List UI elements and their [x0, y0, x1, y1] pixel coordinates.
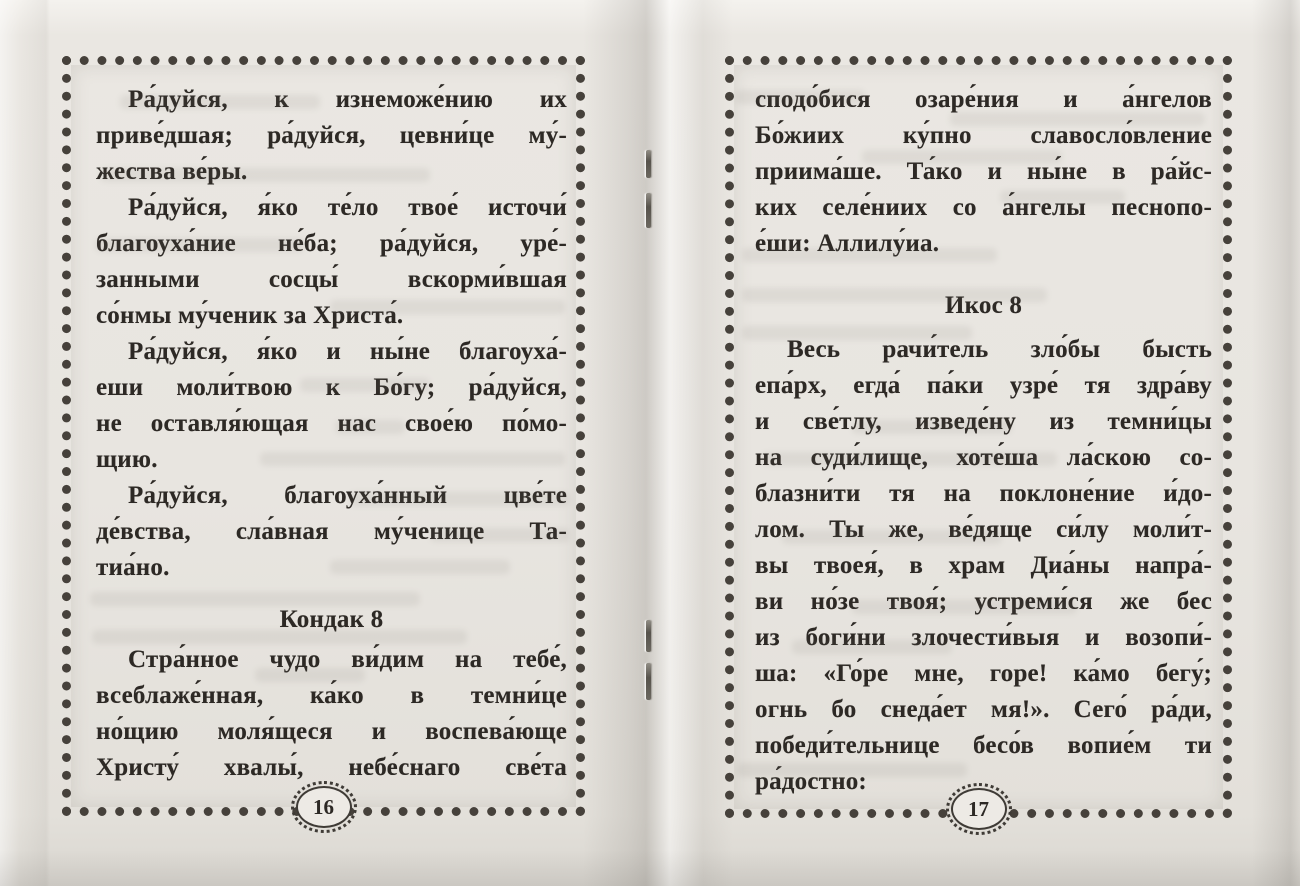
scan-bottom-edge-shading: [0, 850, 1300, 886]
scan-right-edge-shading: [1252, 0, 1300, 886]
bleedthrough-smudge: [330, 300, 565, 314]
text-line: Бо́жиих ку́пно славосло́вление: [755, 122, 1212, 149]
scan-left-edge-shading: [0, 0, 50, 886]
right-page: [725, 56, 1232, 821]
text-line: Ра́дуйся, благоуха́нный цве́те: [128, 482, 567, 509]
bleedthrough-smudge: [430, 528, 570, 542]
text-line: огнь бо снеда́ет мя!». Сего́ ра́ди,: [755, 696, 1212, 723]
bleedthrough-smudge: [90, 592, 420, 606]
text-line: не оставля́ющая нас свое́ю по́мо-: [96, 410, 567, 437]
text-line: но́щию моля́щеся и воспева́юще: [96, 718, 567, 745]
text-line: лом. Ты же, ве́дяще си́лу моли́т-: [755, 516, 1212, 543]
text-line: занными сосцы́ вскорми́вшая: [96, 266, 567, 293]
text-line: епа́рх, егда́ па́ки узре́ тя здра́ву: [755, 372, 1212, 399]
page-number: 16: [296, 786, 352, 828]
text-line: Христу́ хвалы́, небе́снаго све́та: [96, 754, 567, 781]
bleedthrough-smudge: [742, 248, 997, 262]
bleedthrough-smudge: [330, 560, 510, 574]
text-line: блазни́ти тя на поклоне́ние и́до-: [755, 480, 1212, 507]
text-line: Ра́дуйся, я́ко те́ло твое́ источи́: [128, 194, 567, 221]
bleedthrough-smudge: [862, 150, 1062, 164]
page-number: 17: [951, 788, 1007, 830]
bleedthrough-smudge: [792, 640, 952, 654]
bleedthrough-smudge: [735, 90, 865, 104]
text-line: приве́дшая; ра́дуйся, цевни́це му́-: [96, 122, 567, 149]
text-line: тиа́но.: [96, 554, 170, 581]
book-spine-gutter: [583, 0, 733, 886]
section-heading: Икос 8: [944, 292, 1023, 319]
bleedthrough-smudge: [255, 668, 365, 682]
bleedthrough-smudge: [260, 452, 565, 466]
text-line: победи́тельнице бесо́в вопие́м ти: [755, 732, 1212, 759]
bleedthrough-smudge: [950, 112, 1205, 126]
bleedthrough-smudge: [762, 452, 1057, 466]
text-line: на суди́лище, хоте́ша ла́скою со-: [755, 444, 1212, 471]
text-line: со́нмы му́ченик за Христа́.: [96, 302, 404, 329]
bleedthrough-smudge: [742, 326, 972, 340]
bleedthrough-smudge: [100, 168, 430, 182]
text-line: Стра́нное чудо ви́дим на тебе́,: [128, 646, 567, 673]
text-line: благоуха́ние не́ба; ра́дуйся, уре́-: [96, 230, 567, 257]
text-line: сподо́бися озаре́ния и а́нгелов: [755, 86, 1212, 113]
bleedthrough-smudge: [742, 288, 1047, 302]
bleedthrough-smudge: [1000, 190, 1125, 204]
bleedthrough-smudge: [852, 420, 1012, 434]
bleedthrough-smudge: [350, 492, 570, 506]
bleedthrough-smudge: [92, 630, 467, 644]
bleedthrough-smudge: [737, 763, 967, 777]
bleedthrough-smudge: [782, 530, 1002, 544]
text-line: всеблаже́нная, ка́ко в темни́це: [96, 682, 567, 709]
bleedthrough-smudge: [120, 95, 320, 109]
text-line: Весь рачи́тель зло́бы бысть: [787, 336, 1212, 363]
text-line: ша: «Го́ре мне, горе! ка́мо бегу́;: [755, 660, 1212, 687]
text-line: Ра́дуйся, к изнеможе́нию их: [128, 86, 567, 113]
section-heading: Кондак 8: [279, 606, 384, 633]
bleedthrough-smudge: [95, 238, 305, 252]
text-line: Ра́дуйся, я́ко и ны́не благоуха́-: [128, 338, 567, 365]
staple: [646, 193, 651, 228]
text-lines: [755, 82, 1212, 800]
bleedthrough-smudge: [300, 378, 430, 392]
text-line: жества ве́ры.: [96, 158, 248, 185]
text-line: еши моли́твою к Бо́гу; ра́дуйся,: [96, 374, 567, 401]
text-line: де́вства, сла́вная му́ченице Та-: [96, 518, 567, 545]
bleedthrough-smudge: [335, 420, 405, 434]
text-line: щию.: [96, 446, 158, 473]
staple: [646, 150, 651, 178]
text-line: е́ши: Аллилу́иа.: [755, 230, 940, 257]
text-line: ра́достно:: [755, 768, 867, 795]
staple: [646, 663, 651, 700]
text-line: ви но́зе твоя́; устреми́ся же бес: [755, 588, 1212, 615]
bleedthrough-smudge: [852, 600, 1077, 614]
text-line: из боги́ни злочести́выя и возопи́-: [755, 624, 1212, 651]
text-line: и све́тлу, изведе́ну из темни́цы: [755, 408, 1212, 435]
staple: [646, 620, 651, 652]
text-line: вы твоея́, в храм Диа́ны напра́-: [755, 552, 1212, 579]
text-line: ких селе́ниих со а́нгелы песнопо-: [755, 194, 1212, 221]
text-line: приима́ше. Та́ко и ны́не в ра́йс-: [755, 158, 1212, 185]
